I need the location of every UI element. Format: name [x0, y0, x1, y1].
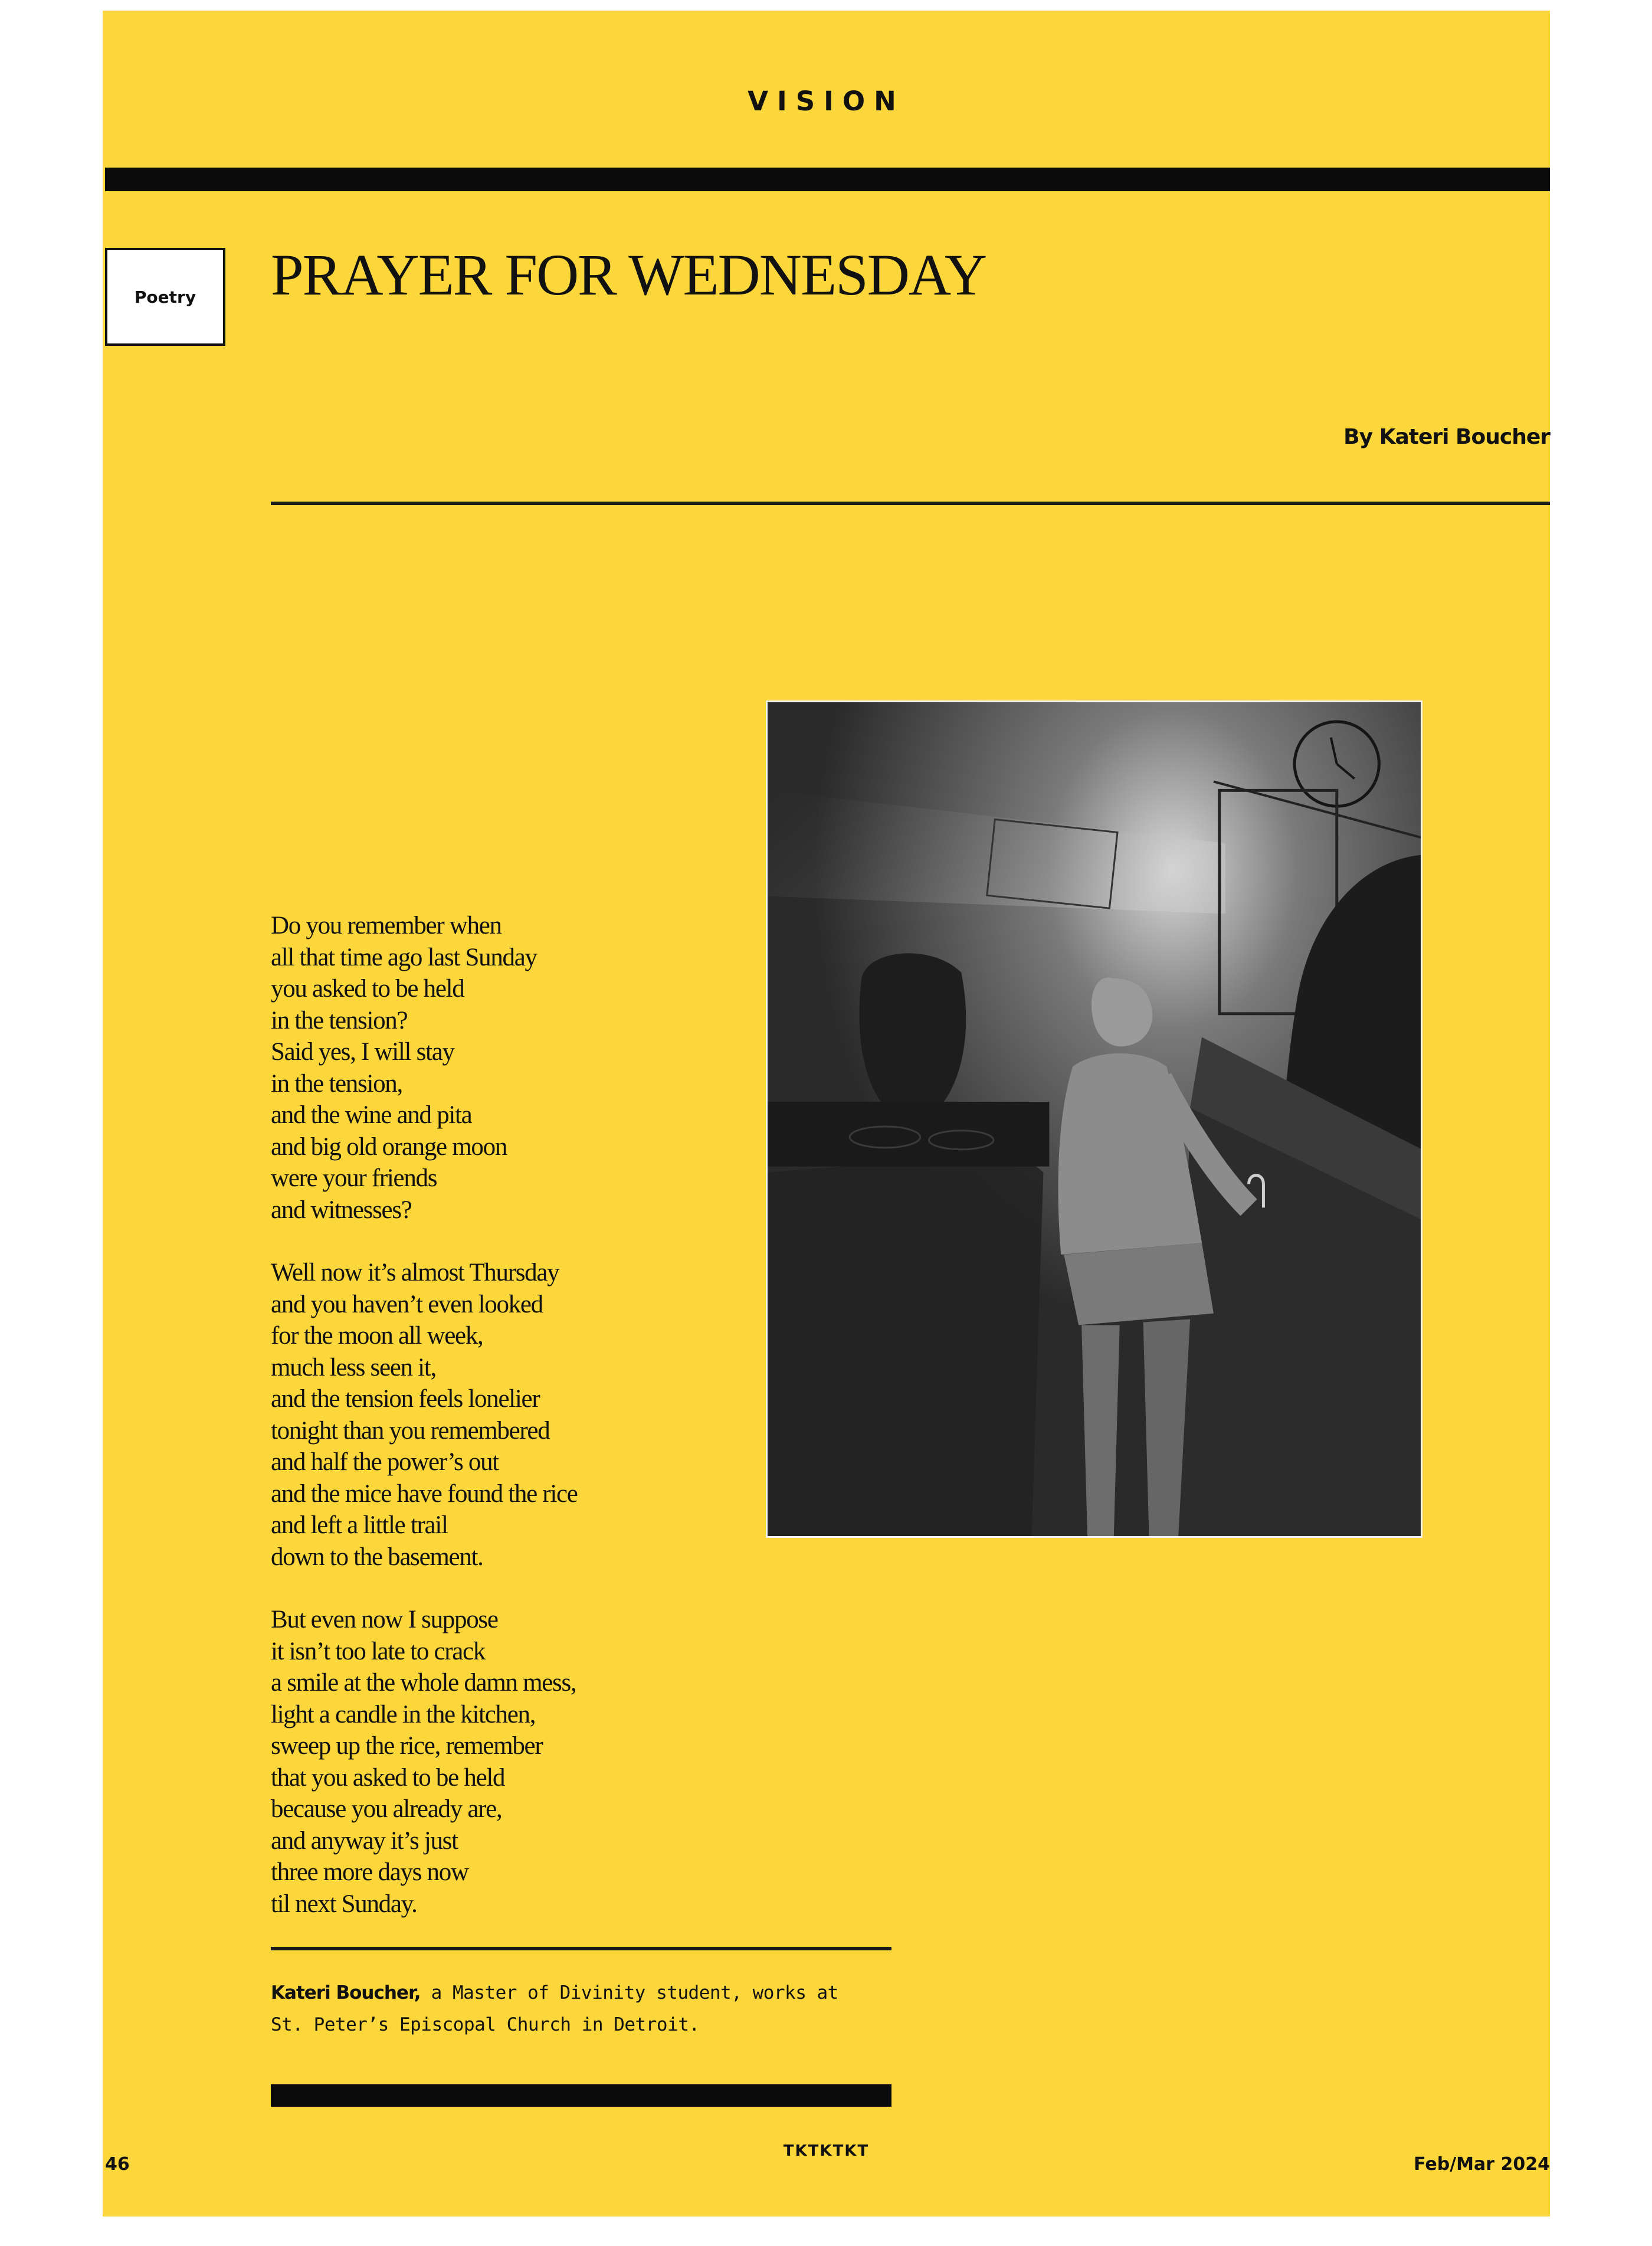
bio-author-name: Kateri Boucher,	[271, 1982, 421, 2003]
title-divider	[271, 502, 1550, 505]
end-rule	[271, 2084, 891, 2107]
footer-center-text: TKTKTKT	[783, 2142, 870, 2160]
poem-line: and you haven’t even looked	[271, 1290, 543, 1318]
poem-line: you asked to be held	[271, 975, 464, 1003]
poem-line: for the moon all week,	[271, 1322, 483, 1350]
poem-line: and the mice have found the rice	[271, 1479, 578, 1508]
poem-line: and witnesses?	[271, 1196, 412, 1224]
poem-line: and the wine and pita	[271, 1101, 472, 1129]
poem-line: because you already are,	[271, 1795, 502, 1823]
page-number: 46	[105, 2154, 130, 2175]
stanza-2	[271, 1257, 802, 1573]
poem-line: and anyway it’s just	[271, 1826, 458, 1855]
bio-divider	[271, 1947, 891, 1950]
poem-line: light a candle in the kitchen,	[271, 1700, 536, 1728]
header-divider	[105, 168, 1550, 191]
illustration-graphic	[768, 702, 1421, 1536]
issue-date: Feb/Mar 2024	[1414, 2154, 1550, 2175]
article-title: PRAYER FOR WEDNESDAY	[271, 242, 986, 307]
byline: By Kateri Boucher	[1343, 425, 1550, 449]
poem-line: sweep up the rice, remember	[271, 1732, 543, 1760]
poem-line: a smile at the whole damn mess,	[271, 1669, 576, 1697]
magazine-page	[103, 11, 1550, 2216]
poem-line: were your friends	[271, 1164, 437, 1192]
stanza-3	[271, 1604, 802, 1920]
poem-line: it isn’t too late to crack	[271, 1637, 486, 1665]
poem-line: Said yes, I will stay	[271, 1038, 454, 1066]
poem-line: and half the power’s out	[271, 1448, 499, 1476]
poem-line: But even now I suppose	[271, 1606, 498, 1633]
poem-line: down to the basement.	[271, 1543, 483, 1571]
poem-line: in the tension?	[271, 1006, 408, 1034]
poem-line: and big old orange moon	[271, 1132, 507, 1161]
section-header: VISION	[748, 86, 905, 117]
poem-line: Well now it’s almost Thursday	[271, 1259, 559, 1286]
poem-line: that you asked to be held	[271, 1763, 505, 1792]
poem-line: much less seen it,	[271, 1353, 436, 1381]
category-tag-label: Poetry	[134, 287, 196, 307]
poem-line: in the tension,	[271, 1069, 402, 1098]
category-tag	[105, 248, 225, 346]
bio-text-line-2: St. Peter’s Episcopal Church in Detroit.	[271, 2014, 700, 2035]
poem-line: til next Sunday.	[271, 1890, 417, 1918]
poem-line: tonight than you remembered	[271, 1416, 550, 1445]
poem-line: and left a little trail	[271, 1511, 448, 1539]
poem-body	[271, 910, 802, 1951]
kitchen-illustration	[766, 700, 1422, 1538]
author-bio	[271, 1977, 896, 2041]
poem-line: Do you remember when	[271, 912, 502, 939]
poem-line: all that time ago last Sunday	[271, 943, 537, 971]
bio-text-line-1: a Master of Divinity student, works at	[420, 1982, 838, 2003]
poem-line: three more days now	[271, 1858, 468, 1886]
stanza-1	[271, 910, 802, 1226]
poem-line: and the tension feels lonelier	[271, 1385, 540, 1413]
